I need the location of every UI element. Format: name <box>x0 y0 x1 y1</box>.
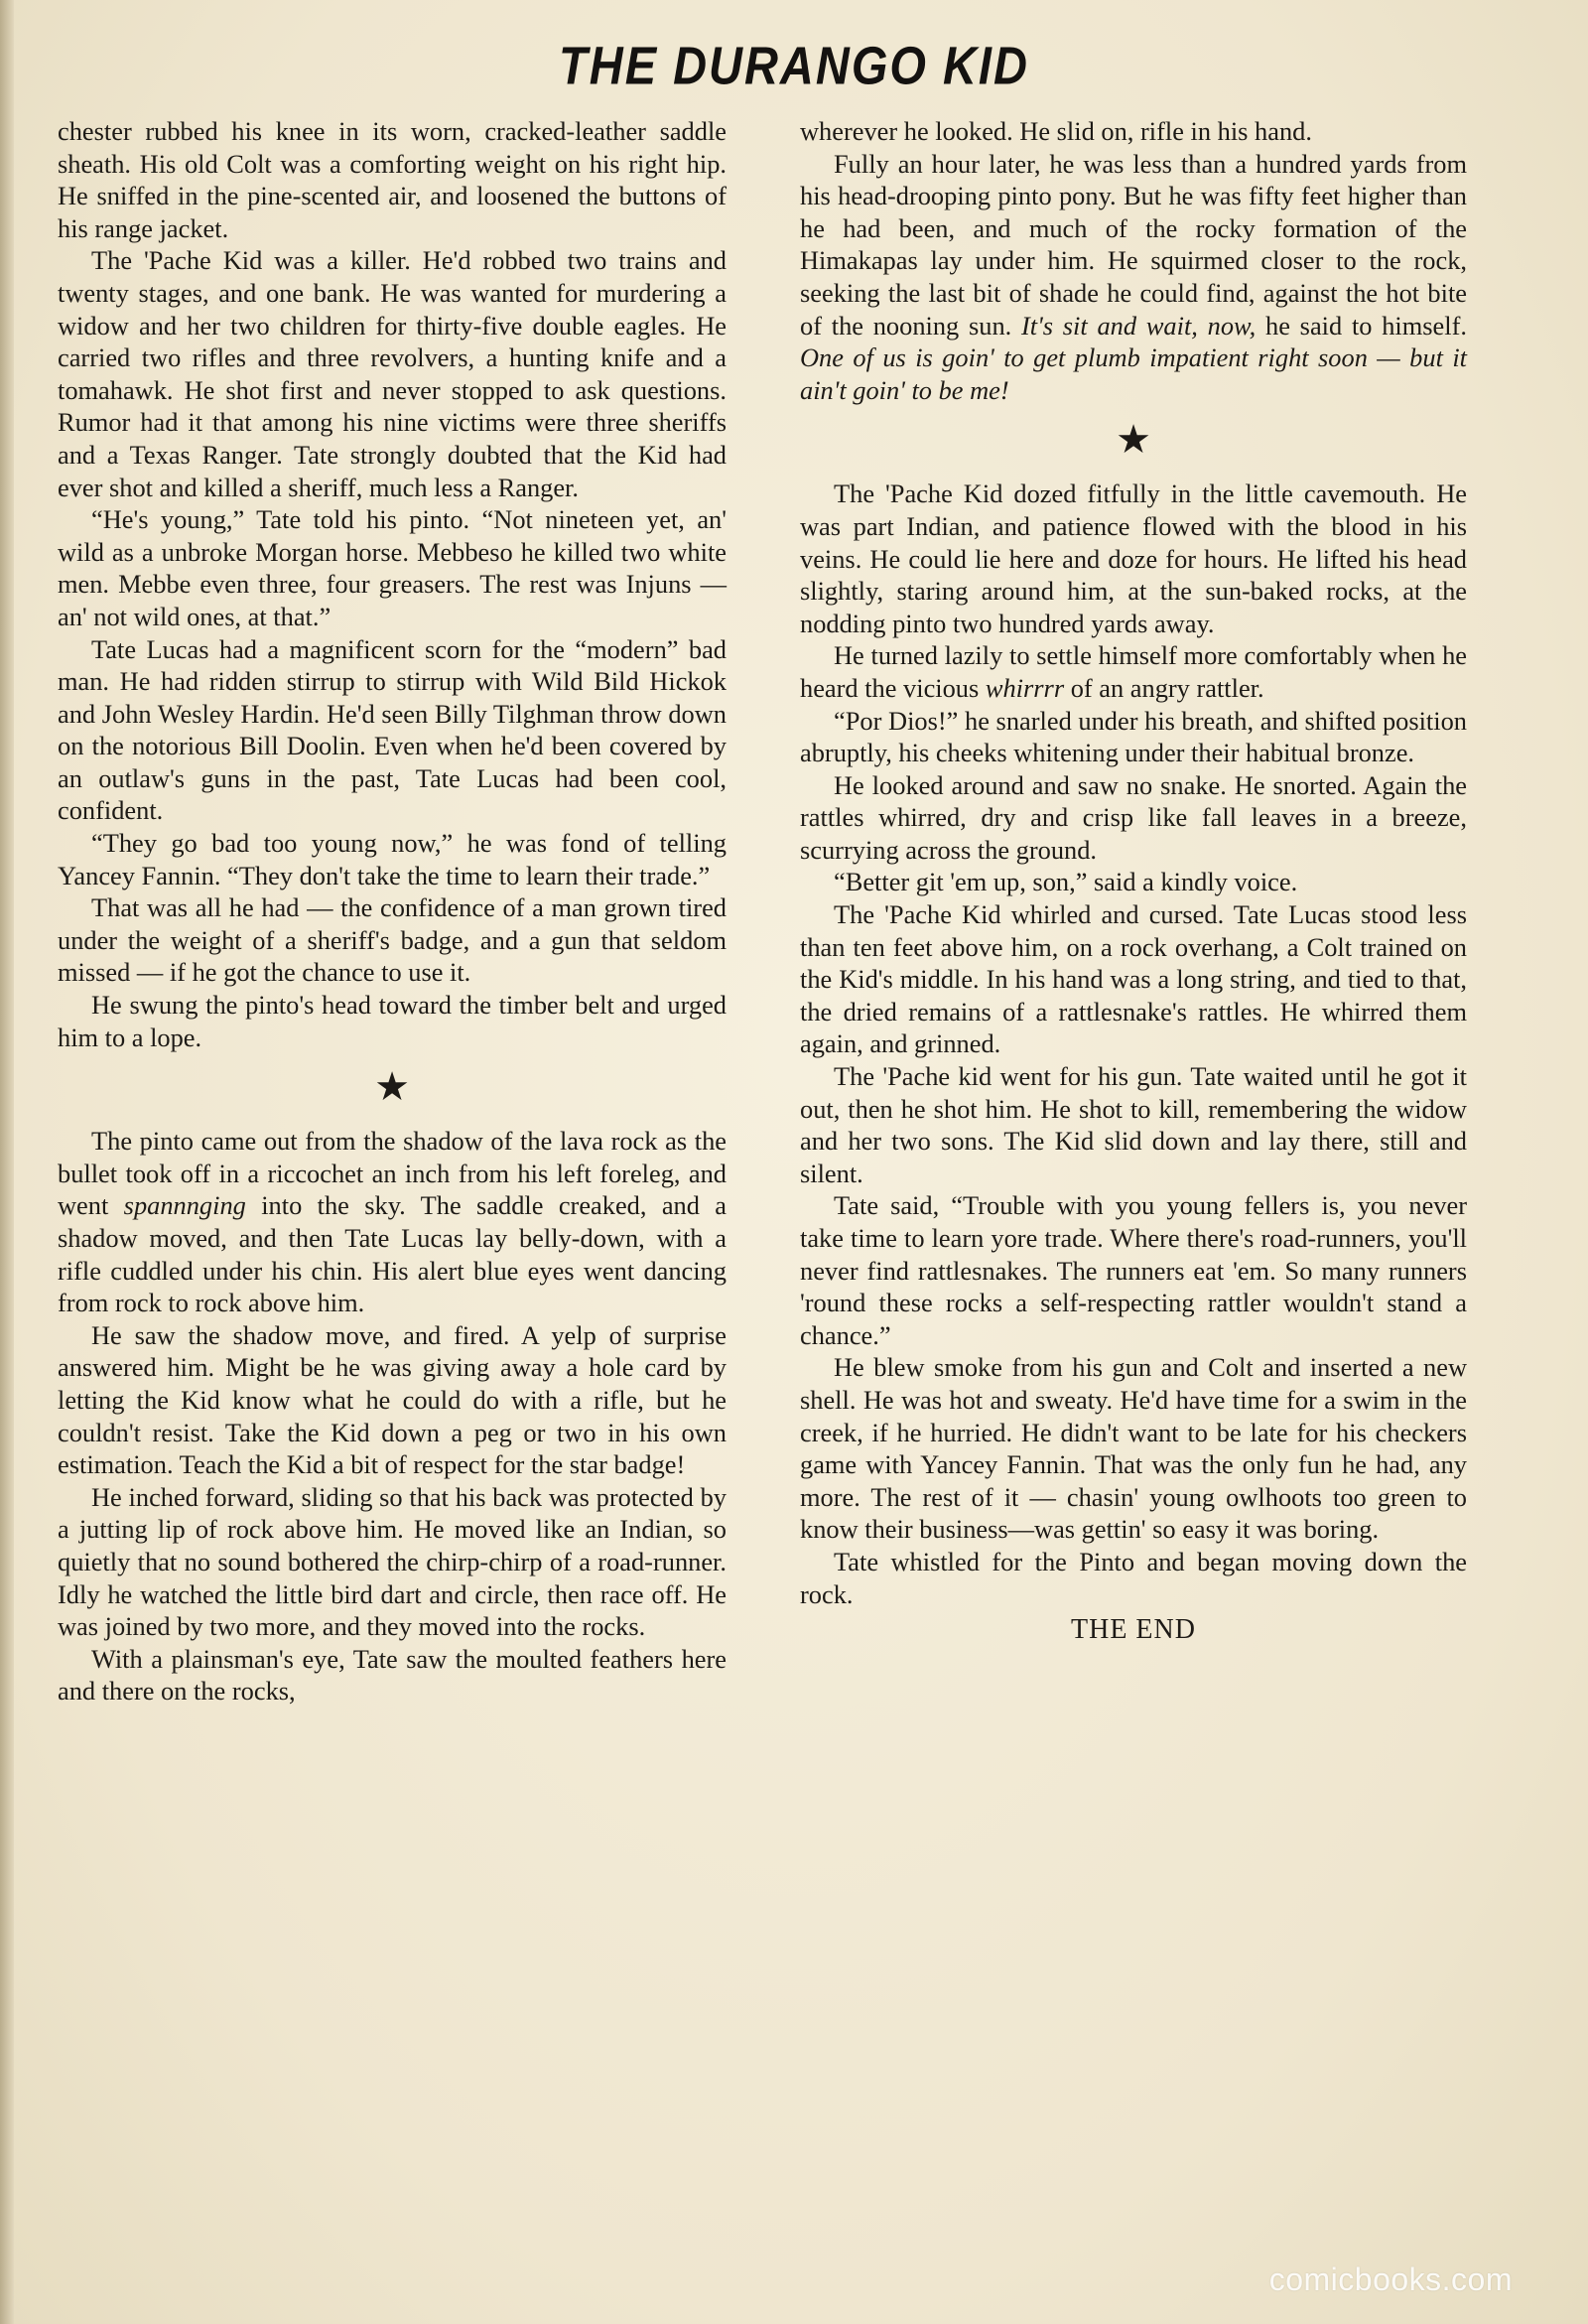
paragraph: That was all he had — the confidence of a man grown tired under the weight of a sheriff's badge, and a gun that seldom missed — if he got the chance to use it. <box>58 892 727 988</box>
paragraph: He inched forward, sliding so that his back was protected by a jutting lip of rock above him. He moved like an Indian, so quietly that no sound bothered the chirp-chirp of a road-runner. Idly he watched the little bird dart and circle, then race off. He was joined by two more, and they moved into the rocks. <box>58 1481 727 1642</box>
watermark: comicbooks.com <box>1268 2261 1513 2297</box>
paragraph: He swung the pinto's head toward the timber belt and urged him to a lope. <box>58 990 727 1052</box>
paragraph: The 'Pache Kid dozed fitfully in the little cavemouth. He was part Indian, and patience flowed with the blood in his veins. He could lie here and doze for hours. He lifted his head slightly, staring around him, at the sun-baked rocks, at the nodding pinto two hundred yards away. <box>800 478 1467 638</box>
paragraph: The 'Pache kid went for his gun. Tate waited until he got it out, then he shot him. He shot to kill, remembering the widow and her two sons. The Kid slid down and lay there, still and silent. <box>800 1061 1467 1188</box>
paragraph: chester rubbed his knee in its worn, cracked-leather saddle sheath. His old Colt was a comforting weight on his right hip. He sniffed in the pine-scented air, and loosened the buttons of his range jacket. <box>58 116 727 243</box>
right-column <box>800 115 1467 1647</box>
paragraph: The pinto came out from the shadow of the lava rock as the bullet took off in a riccochet an inch from his left foreleg, and went spannnging into the sky. The saddle creaked, and a shadow moved, and then Tate Lucas lay belly-down, with a rifle cuddled under his chin. His alert blue eyes went dancing from rock to rock above him. <box>58 1126 727 1318</box>
paragraph: Tate whistled for the Pinto and began moving down the rock. <box>800 1546 1467 1609</box>
left-column <box>58 115 727 1708</box>
paragraph: He saw the shadow move, and fired. A yelp of surprise answered him. Might be he was giving away a hole card by letting the Kid know what he could do with a rifle, but he couldn't resist. Take the Kid down a peg or two in his own estimation. Teach the Kid a bit of respect for the star badge! <box>58 1319 727 1480</box>
paragraph: Fully an hour later, he was less than a hundred yards from his head-drooping pinto pony. But he was fifty feet higher than he had been, and much of the rocky formation of the Himakapas lay under him. He squirmed closer to the rock, seeking the last bit of shade he could find, against the hot bite of the nooning sun. It's sit and wait, now, he said to himself. One of us is goin' to get plumb impatient right soon — but it ain't goin' to be me! <box>800 148 1467 405</box>
paragraph: He turned lazily to settle himself more comfortably when he heard the vicious whirrrr of an angry rattler. <box>800 640 1467 703</box>
paragraph: The 'Pache Kid whirled and cursed. Tate Lucas stood less than ten feet above him, on a rock overhang, a Colt trained on the Kid's middle. In his hand was a long string, and tied to that, the dried remains of a rattlesnake's rattles. He whirred them again, and grinned. <box>800 899 1467 1059</box>
paragraph: Tate Lucas had a magnificent scorn for the “modern” bad man. He had ridden stirrup to stirrup with Wild Bild Hickok and John Wesley Hardin. He'd seen Billy Tilghman throw down on the notorious Bill Doolin. Even when he'd been covered by an outlaw's guns in the past, Tate Lucas had been cool, confident. <box>58 633 727 826</box>
paragraph: “He's young,” Tate told his pinto. “Not nineteen yet, an' wild as a unbroke Morgan horse. Mebbeso he killed two white men. Mebbe even three, four greasers. The rest was Injuns — an' not wild ones, at that.” <box>58 504 727 631</box>
the-end-label: THE END <box>1071 1614 1196 1646</box>
section-break-star-icon: ★ <box>1116 417 1151 463</box>
paragraph: “Por Dios!” he snarled under his breath, and shifted position abruptly, his cheeks whitening under their habitual bronze. <box>800 705 1467 768</box>
paragraph: He blew smoke from his gun and Colt and inserted a new shell. He was hot and sweaty. He'd have time for a swim in the creek, if he hurried. He didn't want to be late for his checkers game with Yancey Fannin. That was the only fun he had, any more. The rest of it — chasin' young owlhoots too green to know their business—was gettin' so easy it was boring. <box>800 1352 1467 1545</box>
page-title: THE DURANGO KID <box>559 35 1029 95</box>
paragraph: The 'Pache Kid was a killer. He'd robbed two trains and twenty stages, and one bank. He was wanted for murdering a widow and her two children for thirty-five double eagles. He carried two rifles and three revolvers, a hunting knife and a tomahawk. He shot first and never stopped to ask questions. Rumor had it that among his nine victims were three sheriffs and a Texas Ranger. Tate strongly doubted that the Kid had ever shot and killed a sheriff, much less a Ranger. <box>58 245 727 502</box>
page-edge <box>0 0 14 2324</box>
paragraph: He looked around and saw no snake. He snorted. Again the rattles whirred, dry and crisp like fall leaves in a breeze, scurrying across the ground. <box>800 769 1467 865</box>
paragraph: With a plainsman's eye, Tate saw the moulted feathers here and there on the rocks, <box>58 1643 727 1707</box>
paragraph: wherever he looked. He slid on, rifle in his hand. <box>800 116 1312 146</box>
paragraph: Tate said, “Trouble with you young fellers is, you never take time to learn yore trade. Where there's road-runners, you'll never find rattlesnakes. The runners eat 'em. So many runners 'round these rocks a self-respecting rattler wouldn't stand a chance.” <box>800 1190 1467 1350</box>
paragraph: “They go bad too young now,” he was fond of telling Yancey Fannin. “They don't take the time to learn their trade.” <box>58 828 727 890</box>
paragraph: “Better git 'em up, son,” said a kindly voice. <box>834 867 1298 897</box>
section-break-star-icon: ★ <box>374 1064 410 1110</box>
